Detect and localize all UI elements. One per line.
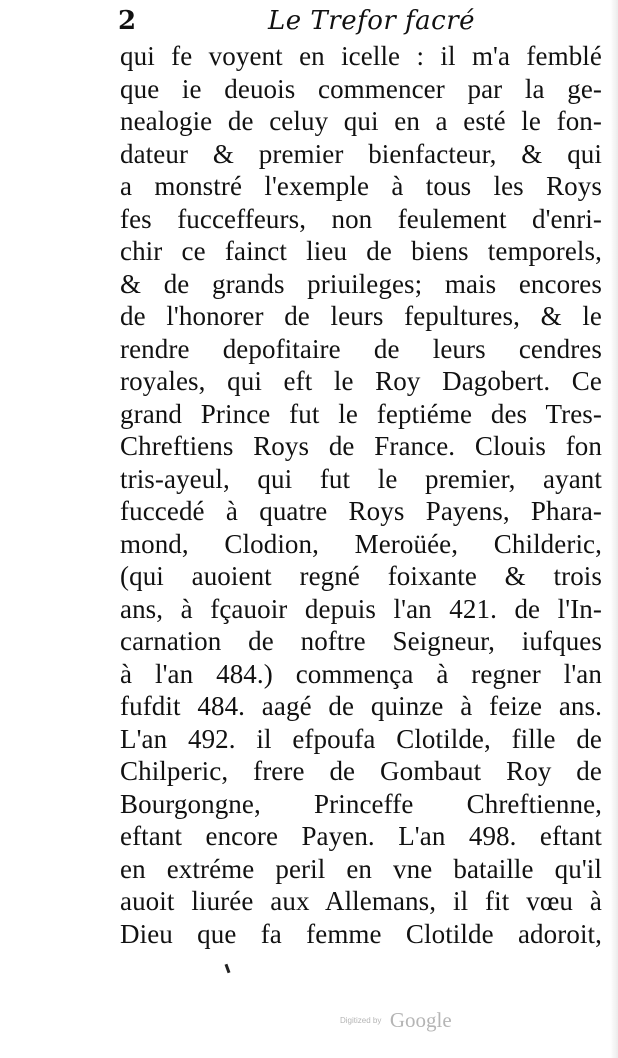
running-title: Le Trefor facré — [268, 6, 476, 36]
page-header — [118, 4, 598, 38]
text-line: fufdit 484. aagé de quinze à feize ans. — [120, 691, 602, 721]
text-line: & de grands priuileges; mais encores — [120, 268, 602, 299]
text-line: nealogie de celuy qui en a esté le fon- — [120, 106, 602, 136]
text-line: eftant encore Payen. L'an 498. eftant — [120, 821, 602, 851]
text-line: fuccedé à quatre Roys Payens, Phara- — [120, 496, 602, 526]
text-line: carnation de noftre Seigneur, iufques — [120, 626, 602, 656]
text-line: à l'an 484.) commença à regner l'an — [120, 658, 602, 689]
text-line: grand Prince fut le feptiéme des Tres- — [120, 398, 602, 429]
text-line: (qui auoient regné foixante & trois — [120, 561, 602, 591]
text-line: Bourgongne, Princeffe Chreftienne, — [120, 788, 602, 819]
text-line: mond, Clodion, Meroüée, Childeric, — [120, 528, 602, 559]
digitization-watermark — [340, 1008, 452, 1033]
ink-mark — [225, 964, 231, 973]
text-line: Chreftiens Roys de France. Clouis fon — [120, 431, 602, 461]
watermark-prefix: Digitized by — [340, 1016, 382, 1025]
text-line: de l'honorer de leurs fepultures, & le — [120, 301, 602, 331]
text-line: chir ce fainct lieu de biens temporels, — [120, 236, 602, 266]
text-line: en extréme peril en vne bataille qu'il — [120, 853, 602, 884]
text-line: dateur & premier bienfacteur, & qui — [120, 138, 602, 169]
text-line: tris-ayeul, qui fut le premier, ayant — [120, 463, 602, 494]
text-line: auoit liurée aux Allemans, il fit vœu à — [120, 886, 602, 916]
text-line: qui fe voyent en icelle : il m'a femblé — [120, 41, 602, 71]
text-line: rendre depofitaire de leurs cendres — [120, 333, 602, 364]
body-text — [120, 40, 602, 950]
google-logo: Google — [389, 1008, 452, 1032]
text-line: Dieu que fa femme Clotilde adoroit, — [120, 918, 602, 949]
text-line: fes fucceffeurs, non feulement d'enri- — [120, 203, 602, 234]
page-edge-shadow — [610, 0, 618, 1058]
text-line: a monstré l'exemple à tous les Roys — [120, 171, 602, 201]
text-line: L'an 492. il efpoufa Clotilde, fille de — [120, 723, 602, 754]
text-line: ans, à fçauoir depuis l'an 421. de l'In- — [120, 593, 602, 624]
page-number: 2 — [118, 6, 137, 36]
text-line: royales, qui eft le Roy Dagobert. Ce — [120, 366, 602, 396]
text-line: que ie deuois commencer par la ge- — [120, 73, 602, 104]
text-line: Chilperic, frere de Gombaut Roy de — [120, 756, 602, 786]
